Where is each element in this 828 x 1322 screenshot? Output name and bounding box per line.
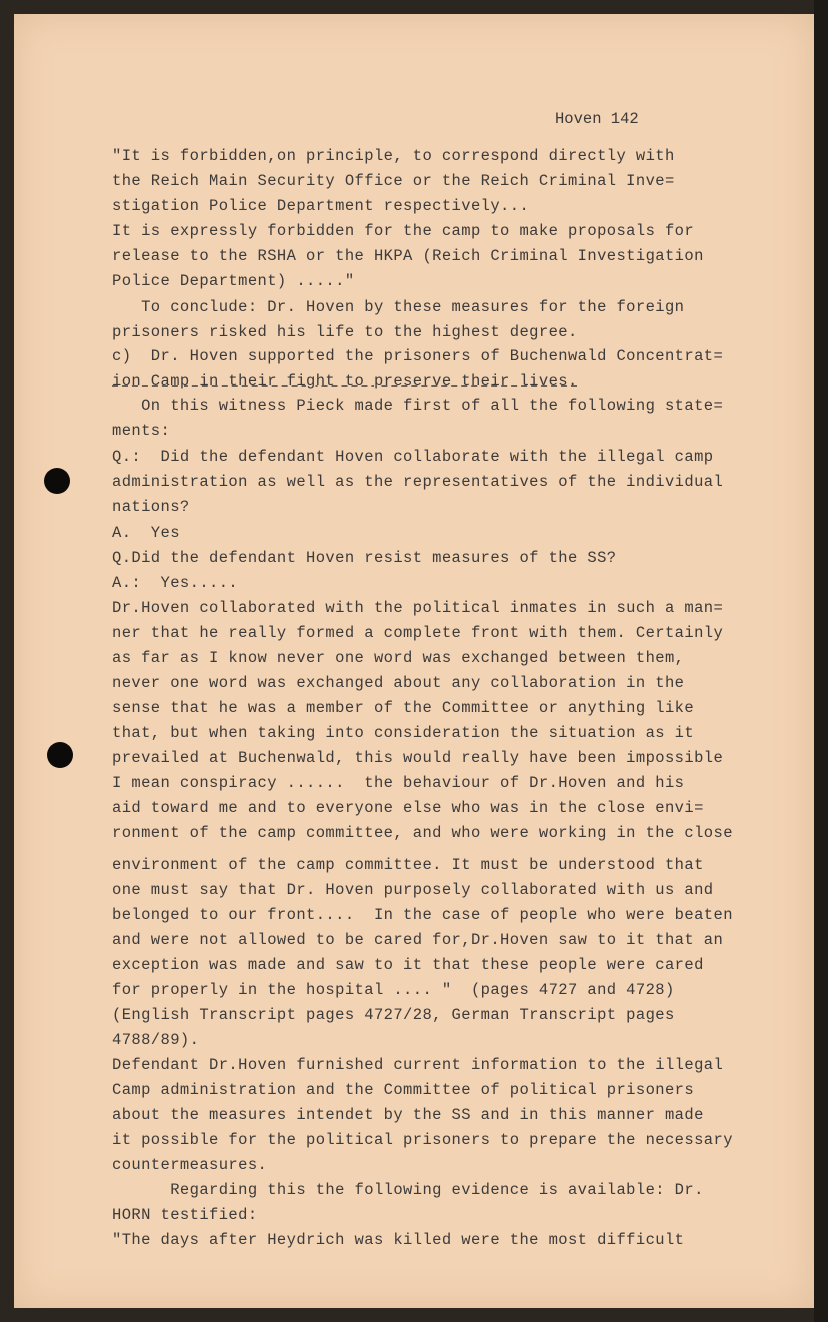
text-line: I mean conspiracy ...... the behaviour of Dr.Hoven and his	[112, 774, 685, 792]
text-line: "The days after Heydrich was killed were the most difficult	[112, 1231, 685, 1249]
document-page	[14, 14, 814, 1308]
text-line: A.: Yes.....	[112, 574, 239, 592]
text-line: that, but when taking into consideration the situation as it	[112, 724, 695, 742]
text-line: (English Transcript pages 4727/28, German Transcript pages	[112, 1006, 675, 1024]
text-line: Regarding this the following evidence is available: Dr.	[112, 1181, 704, 1199]
text-line: prisoners risked his life to the highest degree.	[112, 323, 578, 341]
scan-edge	[814, 0, 828, 1322]
text-line: Defendant Dr.Hoven furnished current information to the illegal	[112, 1056, 724, 1074]
text-line: about the measures intendet by the SS and in this manner made	[112, 1106, 704, 1124]
text-line: nations?	[112, 498, 190, 516]
text-line: for properly in the hospital .... " (pages 4727 and 4728)	[112, 981, 675, 999]
text-line: c) Dr. Hoven supported the prisoners of Buchenwald Concentrat=	[112, 347, 724, 365]
page-label: Hoven 142	[555, 110, 639, 128]
text-line: belonged to our front.... In the case of people who were beaten	[112, 906, 733, 924]
text-line: "It is forbidden,on principle, to correspond directly with	[112, 147, 675, 165]
text-line: sense that he was a member of the Committee or anything like	[112, 699, 695, 717]
text-line: as far as I know never one word was exchanged between them,	[112, 649, 685, 667]
punch-hole-bottom	[47, 742, 73, 768]
text-line: To conclude: Dr. Hoven by these measures for the foreign	[112, 298, 685, 316]
text-line: it possible for the political prisoners to prepare the necessary	[112, 1131, 733, 1149]
text-line: Police Department) ....."	[112, 272, 355, 290]
text-line: the Reich Main Security Office or the Reich Criminal Inve=	[112, 172, 675, 190]
text-line: stigation Police Department respectively...	[112, 197, 530, 215]
text-line: administration as well as the representatives of the individual	[112, 473, 724, 491]
text-line: HORN testified:	[112, 1206, 258, 1224]
text-line: Q.Did the defendant Hoven resist measures of the SS?	[112, 549, 617, 567]
text-line: aid toward me and to everyone else who was in the close envi=	[112, 799, 704, 817]
text-line: A. Yes	[112, 524, 180, 542]
text-line: 4788/89).	[112, 1031, 200, 1049]
text-line: ments:	[112, 422, 171, 440]
text-line: It is expressly forbidden for the camp to make proposals for	[112, 222, 695, 240]
text-line: and were not allowed to be cared for,Dr.Hoven saw to it that an	[112, 931, 724, 949]
text-line: ner that he really formed a complete front with them. Certainly	[112, 624, 724, 642]
text-line: On this witness Pieck made first of all the following state=	[112, 397, 724, 415]
text-line: one must say that Dr. Hoven purposely collaborated with us and	[112, 881, 714, 899]
text-line: countermeasures.	[112, 1156, 268, 1174]
text-line: exception was made and saw to it that these people were cared	[112, 956, 704, 974]
text-line: release to the RSHA or the HKPA (Reich Criminal Investigation	[112, 247, 704, 265]
text-line: Camp administration and the Committee of political prisoners	[112, 1081, 695, 1099]
text-line: Dr.Hoven collaborated with the political inmates in such a man=	[112, 599, 724, 617]
text-line: Q.: Did the defendant Hoven collaborate with the illegal camp	[112, 448, 714, 466]
text-line: never one word was exchanged about any collaboration in the	[112, 674, 685, 692]
punch-hole-top	[44, 468, 70, 494]
text-line: prevailed at Buchenwald, this would really have been impossible	[112, 749, 724, 767]
text-line: environment of the camp committee. It must be understood that	[112, 856, 704, 874]
text-line: ronment of the camp committee, and who were working in the close	[112, 824, 733, 842]
text-line-underlined: ion Camp in their fight to preserve their lives.	[112, 372, 578, 390]
